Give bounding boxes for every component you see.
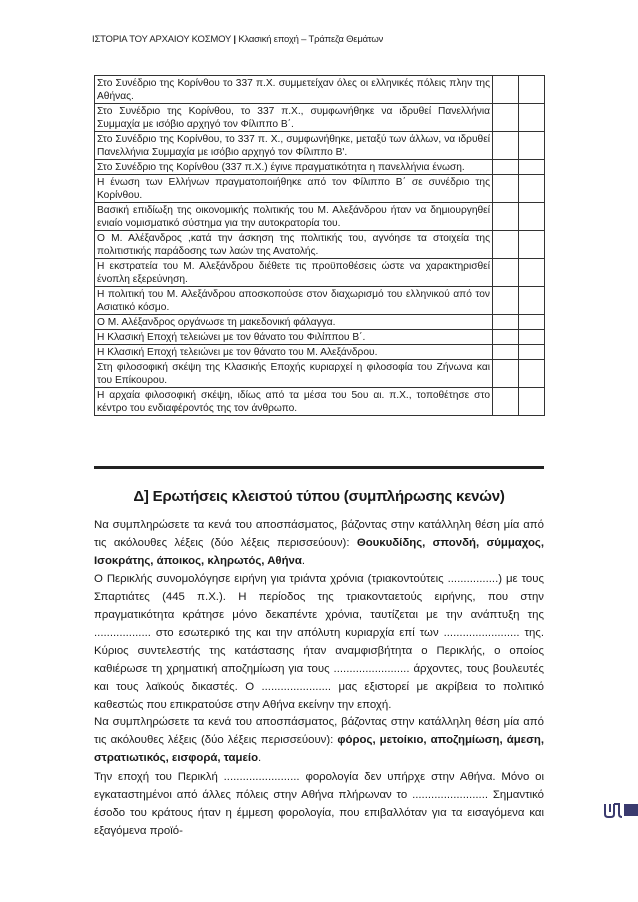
tf-row <box>95 315 545 330</box>
answer-box-false[interactable] <box>519 231 545 259</box>
page-tab-icon <box>602 800 638 820</box>
tf-statement: Η ένωση των Ελλήνων πραγματοποιήθηκε από τον Φίλιππο Β΄ σε συνέδριο της Κορίνθου. <box>95 175 493 203</box>
tf-statement: Η Κλασική Εποχή τελειώνει με τον θάνατο του Μ. Αλεξάνδρου. <box>95 345 493 360</box>
tf-statement: Στο Συνέδριο της Κορίνθου το 337 π.Χ. συμμετείχαν όλες οι ελληνικές πόλεις πλην της Αθήνας. <box>95 76 493 104</box>
answer-box-false[interactable] <box>519 104 545 132</box>
answer-box-true[interactable] <box>493 360 519 388</box>
page-tab-bar <box>624 804 638 816</box>
answer-box-true[interactable] <box>493 175 519 203</box>
tf-statement: Η εκστρατεία του Μ. Αλεξάνδρου διέθετε τις προϋποθέσεις ώστε να χαρακτηρισθεί ένοπλη εξερεύνηση. <box>95 259 493 287</box>
tf-row <box>95 345 545 360</box>
instruction-2-text: Να συμπληρώσετε τα κενά του αποσπάσματος, βάζοντας στην κατάλληλη θέση μία από τις ακόλουθες λέξεις (δύο λέξεις περισσεύουν): <box>94 716 544 746</box>
tf-statement: Στο Συνέδριο της Κορίνθου, το 337 π. Χ., συμφωνήθηκε, μεταξύ των άλλων, να ιδρυθεί Πανελλήνια Συμμαχία με ισόβιο αρχηγό τον Φίλιππο Β'. <box>95 132 493 160</box>
true-false-table <box>94 75 545 416</box>
passage-1: Ο Περικλής συνομολόγησε ειρήνη για τριάντα χρόνια (τριακοντούτεις ................) με τους Σπαρτιάτες (445 π.Χ.). Η περίοδος της τριακονταετούς ειρήνης, που στην πραγματικότητα κράτησε μόνο δεκαπέντε χρόνια, ταυτίζεται με την ανάπτυξη της .................. στο εσωτερικό της και την απόλυτη κυριαρχία επί των ........................ της. Κύριος συντελεστής της κατάστασης ήταν αναμφισβήτητα ο Περικλής, ο οποίος καθιέρωσε τη χρηματική αποζημίωση για τους ........................ άρχοντες, τους βουλευτές και τους λαϊκούς δικαστές. Ο ...................... μας εξιστορεί με ακρίβεια το πολιτικό καθεστώς που επικρατούσε στην Αθήνα εκείνην την εποχή. <box>94 573 544 711</box>
tf-statement: Η αρχαία φιλοσοφική σκέψη, ιδίως από τα μέσα του 5ου αι. π.Χ., τοποθέτησε στο κέντρο του ενδιαφέροντός της τον άνθρωπο. <box>95 388 493 416</box>
tf-statement: Η Κλασική Εποχή τελειώνει με τον θάνατο του Φιλίππου Β΄. <box>95 330 493 345</box>
instruction-1-words: Θουκυδίδης, σπονδή, σύμμαχος, Ισοκράτης, άποικος, κληρωτός, Αθήνα <box>94 537 545 567</box>
instruction-2-words: φόρος, μετοίκιο, αποζημίωση, άμεση, στρατιωτικός, εισφορά, ταμείο <box>94 734 544 764</box>
header-section: Κλασική εποχή – Τράπεζα Θεμάτων <box>238 34 384 45</box>
instruction-2-end: . <box>258 752 262 764</box>
answer-box-true[interactable] <box>493 388 519 416</box>
answer-box-false[interactable] <box>519 132 545 160</box>
answer-box-true[interactable] <box>493 259 519 287</box>
running-header <box>92 34 383 45</box>
header-separator: | <box>233 34 236 45</box>
passage-2: Την εποχή του Περικλή ........................ φορολογία δεν υπήρχε στην Αθήνα. Μόνο οι εγκαταστημένοι από άλλες πόλεις στην Αθήνα πλήρωναν το ........................ Σημαντικό έσοδο του κράτους ήταν η έμμεση φορολογία, που επιβαλλόταν για τα εισαγόμενα και εξαγόμενα προϊό- <box>94 771 544 837</box>
answer-box-false[interactable] <box>519 345 545 360</box>
tf-statement: Στο Συνέδριο της Κορίνθου (337 π.Χ.) έγινε πραγματικότητα η πανελλήνια ένωση. <box>95 160 493 175</box>
tf-row <box>95 76 545 104</box>
answer-box-false[interactable] <box>519 259 545 287</box>
tf-row <box>95 104 545 132</box>
tf-statement: Στη φιλοσοφική σκέψη της Κλασικής Εποχής κυριαρχεί η φιλοσοφία του Ζήνωνα και του Επίκουρου. <box>95 360 493 388</box>
tf-statement: Ο Μ. Αλέξανδρος οργάνωσε τη μακεδονική φάλαγγα. <box>95 315 493 330</box>
tf-statement: Ο Μ. Αλέξανδρος ,κατά την άσκηση της πολιτικής του, αγνόησε τα στοιχεία της πολιτιστικής παράδοσης των λαών της Ανατολής. <box>95 231 493 259</box>
answer-box-false[interactable] <box>519 388 545 416</box>
answer-box-false[interactable] <box>519 287 545 315</box>
tf-statement: Στο Συνέδριο της Κορίνθου, το 337 π.Χ., συμφωνήθηκε να ιδρυθεί Πανελλήνια Συμμαχία με ισόβιο αρχηγό τον Φίλιππο Β΄. <box>95 104 493 132</box>
answer-box-false[interactable] <box>519 330 545 345</box>
tf-row <box>95 330 545 345</box>
answer-box-false[interactable] <box>519 360 545 388</box>
answer-box-true[interactable] <box>493 330 519 345</box>
header-subject: ΙΣΤΟΡΙΑ ΤΟΥ ΑΡΧΑΙΟΥ ΚΟΣΜΟΥ <box>92 34 231 45</box>
answer-box-true[interactable] <box>493 287 519 315</box>
answer-box-false[interactable] <box>519 203 545 231</box>
answer-box-false[interactable] <box>519 175 545 203</box>
answer-box-true[interactable] <box>493 76 519 104</box>
answer-box-true[interactable] <box>493 345 519 360</box>
answer-box-true[interactable] <box>493 315 519 330</box>
answer-box-false[interactable] <box>519 160 545 175</box>
answer-box-true[interactable] <box>493 104 519 132</box>
tf-row <box>95 160 545 175</box>
answer-box-true[interactable] <box>493 132 519 160</box>
answer-box-true[interactable] <box>493 160 519 175</box>
tf-row <box>95 360 545 388</box>
tf-row <box>95 203 545 231</box>
answer-box-false[interactable] <box>519 315 545 330</box>
tf-row <box>95 259 545 287</box>
answer-box-true[interactable] <box>493 203 519 231</box>
section-title: Δ] Ερωτήσεις κλειστού τύπου (συμπλήρωσης κενών) <box>133 488 505 505</box>
answer-box-true[interactable] <box>493 231 519 259</box>
instruction-1-end: . <box>301 555 306 567</box>
tf-row <box>95 132 545 160</box>
tf-row <box>95 287 545 315</box>
instruction-2 <box>94 713 544 767</box>
page-tab-glyph <box>602 800 624 820</box>
section-divider <box>94 466 544 469</box>
instruction-1-text: Να συμπληρώσετε τα κενά του αποσπάσματος, βάζοντας στην κατάλληλη θέση μία από τις ακόλουθες λέξεις (δύο λέξεις περισσεύουν): <box>94 519 544 549</box>
instruction-1 <box>94 516 544 570</box>
tf-row <box>95 175 545 203</box>
tf-statement: Βασική επιδίωξη της οικονομικής πολιτικής του Μ. Αλεξάνδρου ήταν να δημιουργηθεί ενιαίο νομισματικό σύστημα για την αυτοκρατορία του. <box>95 203 493 231</box>
tf-row <box>95 231 545 259</box>
tf-row <box>95 388 545 416</box>
answer-box-false[interactable] <box>519 76 545 104</box>
tf-statement: Η πολιτική του Μ. Αλεξάνδρου αποσκοπούσε στον διαχωρισμό του ελληνικού από τον Ασιατικό κόσμο. <box>95 287 493 315</box>
